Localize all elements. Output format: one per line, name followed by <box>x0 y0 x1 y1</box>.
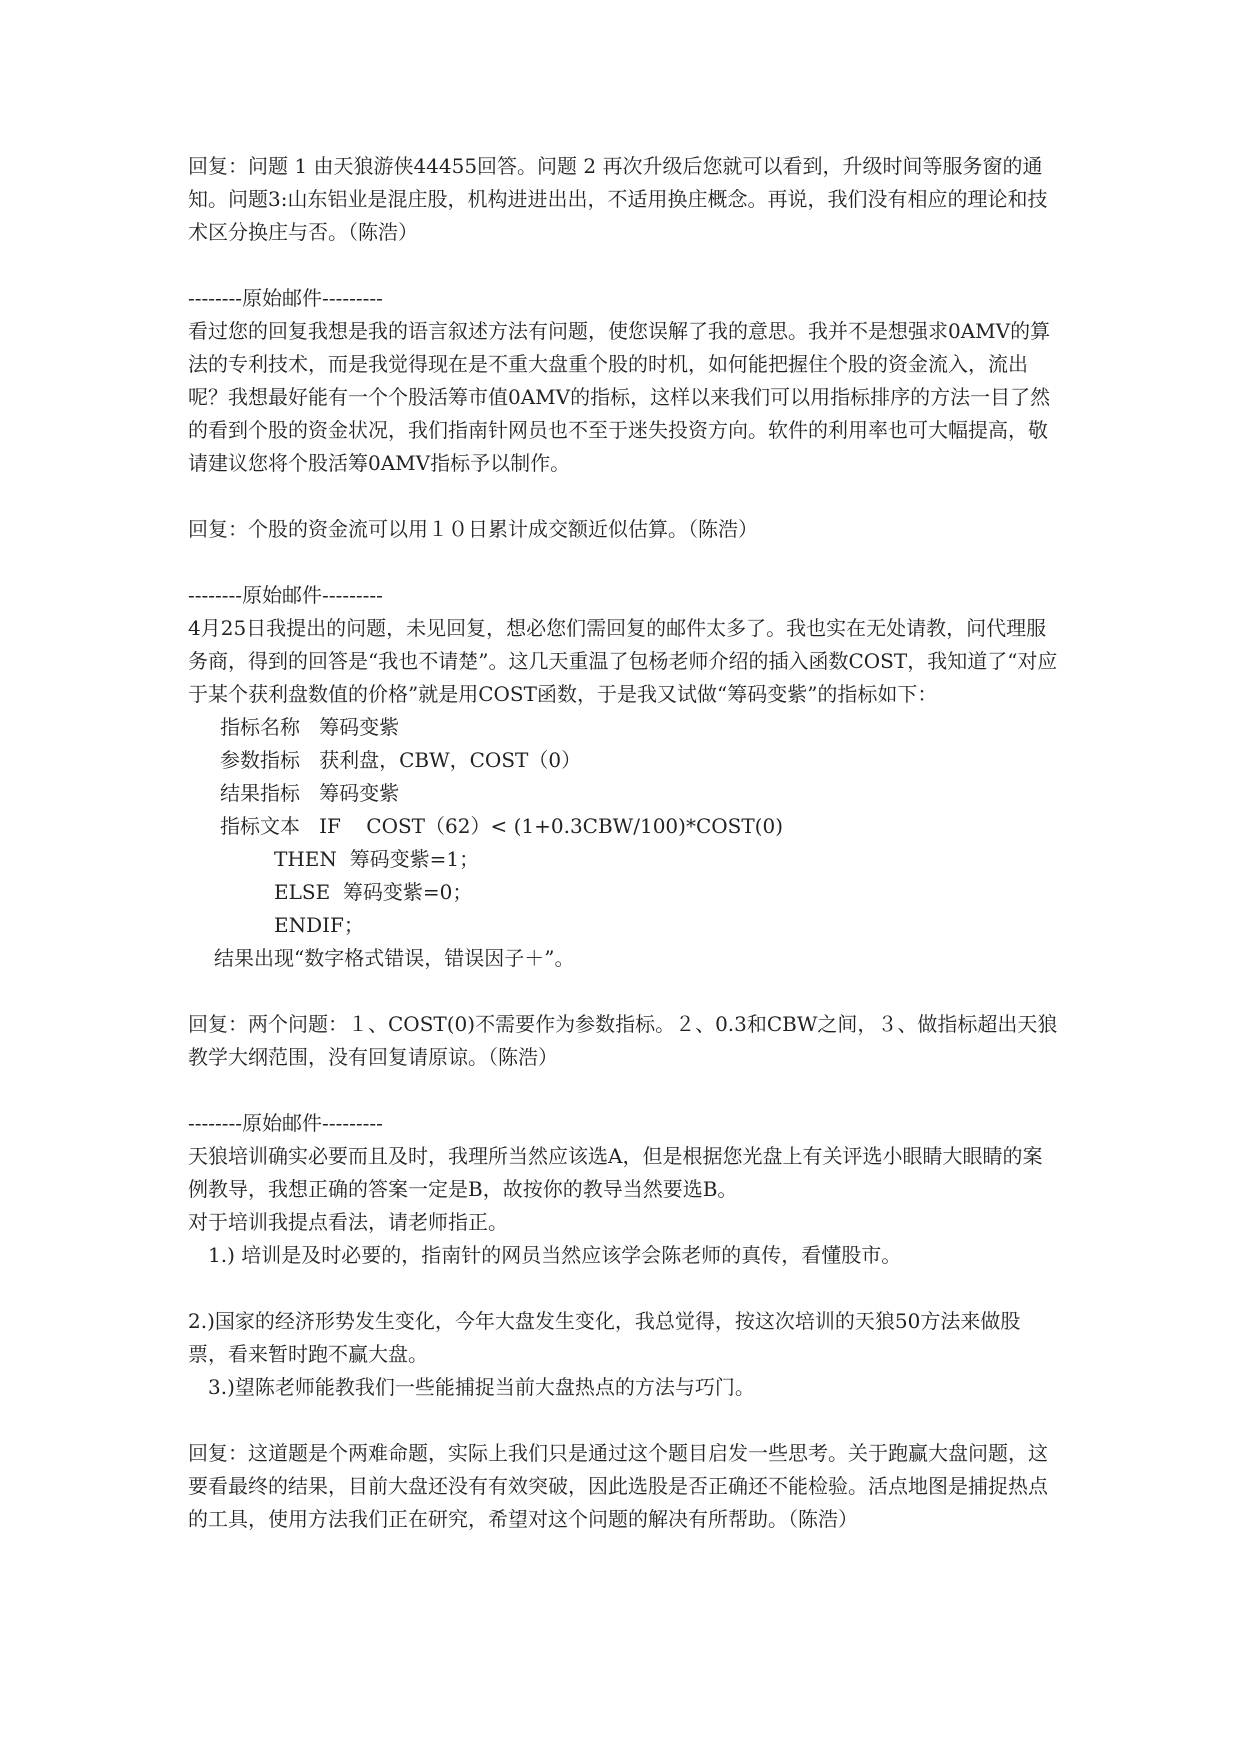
mail-paragraph: 4月25日我提出的问题，未见回复，想必您们需回复的邮件太多了。我也实在无处请教，问代理服务商，得到的回答是“我也不请楚”。这几天重温了包杨老师介绍的插入函数COST，我知道了“对应于某个获利盘数值的价格”就是用COST函数，于是我又试做“筹码变紫”的指标如下： <box>188 616 1058 706</box>
formula-line: 参数指标 获利盘，CBW，COST（0） <box>220 748 582 772</box>
paragraph-gap <box>188 1404 1058 1437</box>
paragraph-gap <box>188 1074 1058 1107</box>
formula-line: 指标名称 筹码变紫 <box>220 715 400 739</box>
formula-result-line: 结果出现“数字格式错误，错误因子＋”。 <box>214 946 575 970</box>
mail-paragraph: 天狼培训确实必要而且及时，我理所当然应该选A，但是根据您光盘上有关评选小眼睛大眼睛的案例教导，我想正确的答案一定是B，故按你的教导当然要选B。 <box>188 1144 1043 1201</box>
original-mail-separator: --------原始邮件--------- <box>188 1111 383 1135</box>
paragraph-gap <box>188 1272 1058 1305</box>
formula-line: ENDIF； <box>274 913 364 937</box>
formula-line: 结果指标 筹码变紫 <box>220 781 400 805</box>
paragraph-gap <box>188 546 1058 579</box>
paragraph-gap <box>188 975 1058 1008</box>
mail-list-item: 3.)望陈老师能教我们一些能捕捉当前大盘热点的方法与巧门。 <box>208 1375 755 1399</box>
formula-block <box>188 711 1058 975</box>
paragraph-gap <box>188 249 1058 282</box>
original-mail-separator: --------原始邮件--------- <box>188 583 383 607</box>
reply-paragraph: 回复：问题 1 由天狼游侠44455回答。问题 2 再次升级后您就可以看到，升级时间等服务窗的通知。问题3:山东铝业是混庄股，机构进进出出，不适用换庄概念。再说，我们没有相应的理论和技术区分换庄与否。（陈浩） <box>188 154 1048 244</box>
formula-line: 指标文本 IF COST（62）< (1+0.3CBW/100)*COST(0) <box>220 814 784 838</box>
reply-paragraph: 回复：个股的资金流可以用１０日累计成交额近似估算。（陈浩） <box>188 517 758 541</box>
paragraph-gap <box>188 480 1058 513</box>
reply-paragraph: 回复：两个问题：１、COST(0)不需要作为参数指标。２、0.3和CBW之间，３、做指标超出天狼教学大纲范围，没有回复请原谅。（陈浩） <box>188 1012 1058 1069</box>
document-page <box>188 150 1058 1536</box>
mail-paragraph: 看过您的回复我想是我的语言叙述方法有问题，使您误解了我的意思。我并不是想强求0AMV的算法的专利技术，而是我觉得现在是不重大盘重个股的时机，如何能把握住个股的资金流入，流出呢？我想最好能有一个个股活筹市值0AMV的指标，这样以来我们可以用指标排序的方法一目了然的看到个股的资金状况，我们指南针网员也不至于迷失投资方向。软件的利用率也可大幅提高，敬请建议您将个股活筹0AMV指标予以制作。 <box>188 319 1051 475</box>
mail-list-item: 1.) 培训是及时必要的，指南针的网员当然应该学会陈老师的真传，看懂股市。 <box>208 1243 902 1267</box>
reply-paragraph: 回复：这道题是个两难命题，实际上我们只是通过这个题目启发一些思考。关于跑赢大盘问题，这要看最终的结果，目前大盘还没有有效突破，因此选股是否正确还不能检验。活点地图是捕捉热点的工具，使用方法我们正在研究，希望对这个问题的解决有所帮助。（陈浩） <box>188 1441 1048 1531</box>
original-mail-separator: --------原始邮件--------- <box>188 286 383 310</box>
formula-line: ELSE 筹码变紫=0； <box>274 880 473 904</box>
mail-paragraph: 对于培训我提点看法，请老师指正。 <box>188 1210 508 1234</box>
mail-list-item: 2.)国家的经济形势发生变化，今年大盘发生变化，我总觉得，按这次培训的天狼50方法来做股票，看来暂时跑不赢大盘。 <box>188 1309 1021 1366</box>
formula-line: THEN 筹码变紫=1； <box>274 847 480 871</box>
